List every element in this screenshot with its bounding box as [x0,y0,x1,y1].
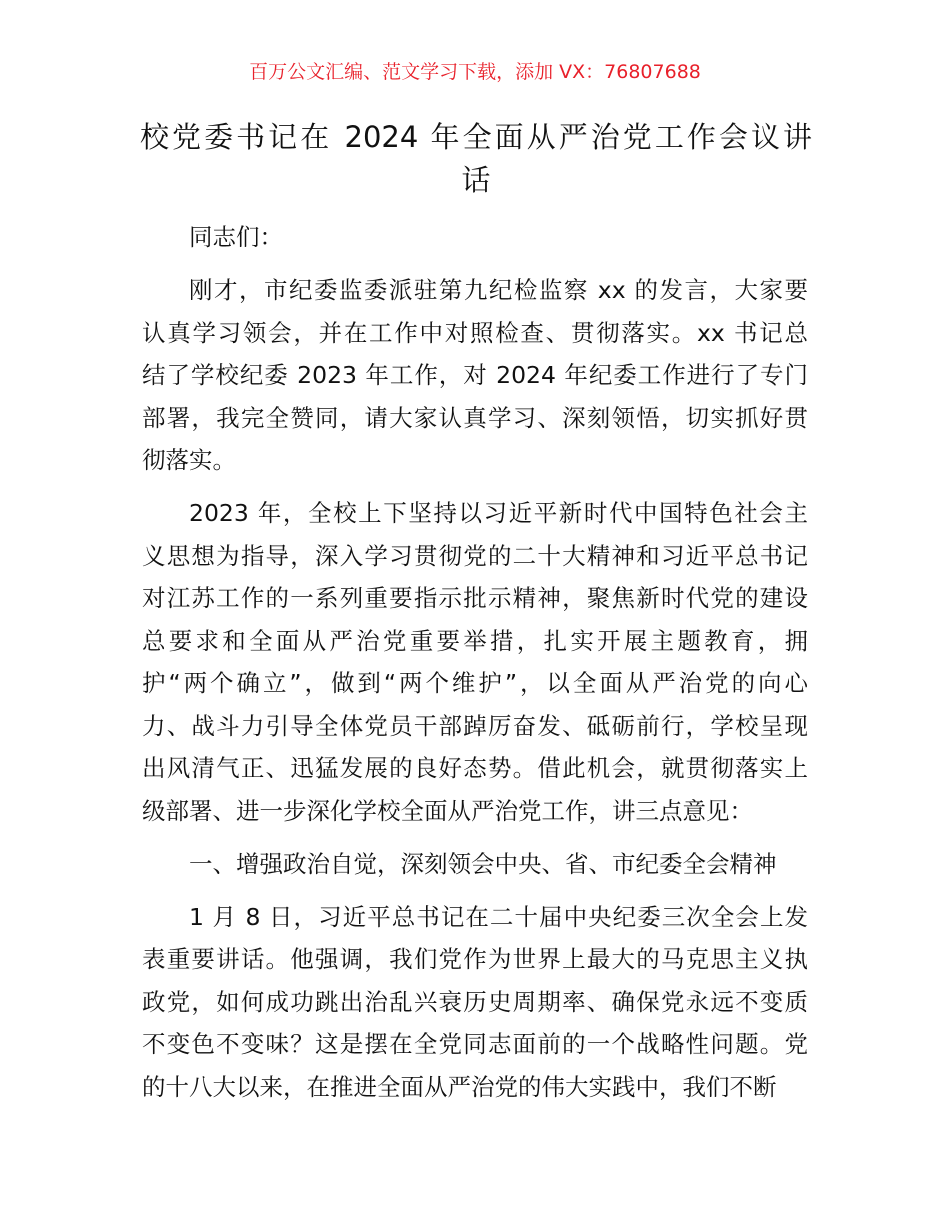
text-line: 彻落实。 [142,446,236,474]
title-line: 校党委书记在 2024 年全面从严治党工作会议讲 [140,120,812,154]
text-line: 不变色不变味？这是摆在全党同志面前的一个战略性问题。党 [142,1030,808,1058]
section-heading [142,843,808,886]
text-line: 表重要讲话。他强调，我们党作为世界上最大的马克思主义执 [142,945,808,973]
text-line: 级部署、进一步深化学校全面从严治党工作，讲三点意见： [142,796,753,825]
text-line: 结了学校纪委 2023 年工作，对 2024 年纪委工作进行了专门 [142,361,808,389]
title-line: 话 [461,163,491,197]
text-line: 的十八大以来，在推进全面从严治党的伟大实践中，我们不断 [142,1072,777,1101]
text-line: 1 月 8 日，习近平总书记在二十届中央纪委三次全会上发 [189,902,808,931]
text-line: 一、增强政治自觉，深刻领会中央、省、市纪委全会精神 [189,849,777,878]
text-line: 政党，如何成功跳出治乱兴衰历史周期率、确保党永远不变质 [142,987,808,1016]
document-title [140,116,812,202]
document-body [142,216,808,1119]
text-line: 对江苏工作的一系列重要指示批示精神，聚焦新时代党的建设 [142,584,808,612]
text-line: 出风清气正、迅猛发展的良好态势。借此机会，就贯彻落实上 [142,754,808,782]
text-line: 认真学习领会，并在工作中对照检查、贯彻落实。xx 书记总 [142,318,808,347]
text-line: 2023 年，全校上下坚持以习近平新时代中国特色社会主 [189,499,808,527]
text-line: 护“两个确立”，做到“两个维护”，以全面从严治党的向心 [142,669,808,697]
paragraph [142,492,808,832]
text-line: 力、战斗力引导全体党员干部踔厉奋发、砥砺前行，学校呈现 [142,711,808,740]
text-line: 同志们： [189,223,283,251]
paragraph [142,896,808,1109]
text-line: 部署，我完全赞同，请大家认真学习、深刻领悟，切实抓好贯 [142,403,808,432]
paragraph [142,216,808,259]
text-line: 义思想为指导，深入学习贯彻党的二十大精神和习近平总书记 [142,541,808,570]
text-line: 刚才，市纪委监委派驻第九纪检监察 xx 的发言，大家要 [189,276,808,304]
text-line: 总要求和全面从严治党重要举措，扎实开展主题教育，拥 [142,626,808,655]
watermark-header: 百万公文汇编、范文学习下载，添加 VX：76807688 [249,61,701,83]
paragraph [142,269,808,482]
